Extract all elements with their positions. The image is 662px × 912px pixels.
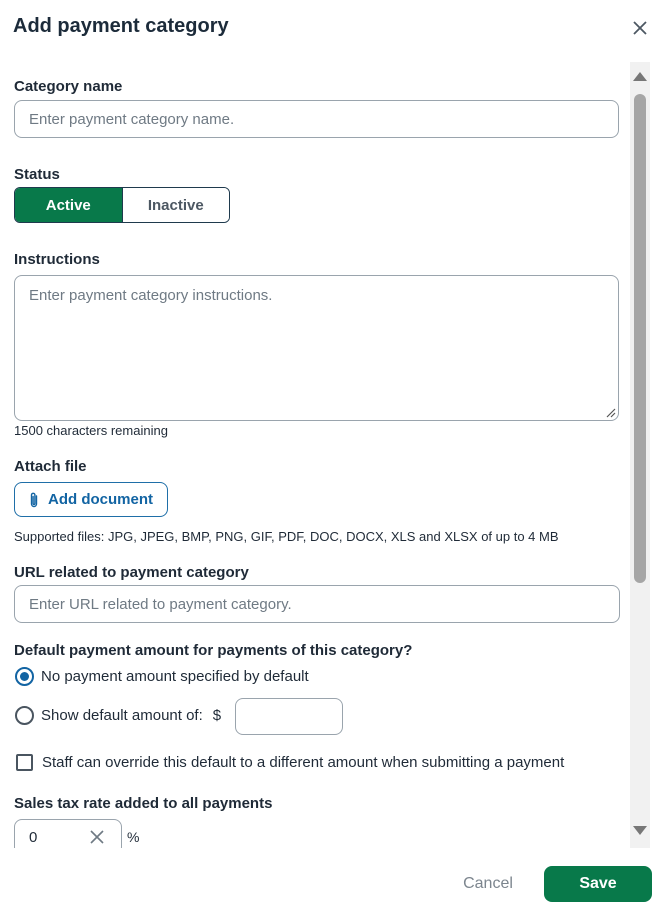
dialog-body[interactable] xyxy=(0,62,628,848)
scroll-up-arrow-icon[interactable] xyxy=(633,72,647,81)
status-active-button[interactable]: Active xyxy=(15,188,122,222)
scrollbar-thumb[interactable] xyxy=(634,94,646,583)
staff-override-option[interactable] xyxy=(16,754,564,771)
show-default-amount-label: Show default amount of: xyxy=(41,707,203,724)
show-default-amount-option[interactable] xyxy=(15,706,221,725)
default-amount-input[interactable] xyxy=(235,698,343,735)
status-toggle xyxy=(14,187,230,223)
dialog-title: Add payment category xyxy=(13,15,229,37)
supported-files-text: Supported files: JPG, JPEG, BMP, PNG, GIF, PDF, DOC, DOCX, XLS and XLSX of up to 4 MB xyxy=(14,529,559,544)
cancel-button[interactable]: Cancel xyxy=(463,875,513,892)
dialog-header xyxy=(0,0,662,56)
attach-file-label: Attach file xyxy=(14,458,87,475)
scrollbar[interactable] xyxy=(630,62,650,848)
add-document-label: Add document xyxy=(48,491,153,508)
add-document-button[interactable] xyxy=(14,482,168,517)
category-name-input[interactable] xyxy=(14,100,619,138)
no-default-amount-option[interactable] xyxy=(15,667,309,686)
instructions-label: Instructions xyxy=(14,251,100,268)
close-button[interactable] xyxy=(628,16,652,40)
status-inactive-button[interactable]: Inactive xyxy=(122,188,230,222)
no-default-amount-radio[interactable] xyxy=(15,667,34,686)
clear-icon[interactable] xyxy=(90,830,104,844)
default-amount-label: Default payment amount for payments of this category? xyxy=(14,642,413,659)
percent-sign: % xyxy=(127,829,140,845)
paperclip-icon xyxy=(28,491,40,509)
staff-override-label: Staff can override this default to a different amount when submitting a payment xyxy=(42,754,565,771)
category-name-label: Category name xyxy=(14,78,123,95)
no-default-amount-label: No payment amount specified by default xyxy=(41,668,309,685)
resize-handle-icon[interactable] xyxy=(604,406,616,418)
dialog-footer xyxy=(0,856,662,912)
status-label: Status xyxy=(14,166,60,183)
show-default-amount-radio[interactable] xyxy=(15,706,34,725)
currency-symbol: $ xyxy=(212,707,222,724)
sales-tax-label: Sales tax rate added to all payments xyxy=(14,795,273,812)
staff-override-checkbox[interactable] xyxy=(16,754,33,771)
close-icon xyxy=(628,16,652,40)
sales-tax-input[interactable] xyxy=(14,819,122,848)
url-label: URL related to payment category xyxy=(14,564,249,581)
scroll-down-arrow-icon[interactable] xyxy=(633,826,647,835)
sales-tax-value: 0 xyxy=(29,829,38,846)
save-button[interactable]: Save xyxy=(544,866,652,902)
url-input[interactable] xyxy=(14,585,620,623)
characters-remaining: 1500 characters remaining xyxy=(14,423,168,438)
instructions-textarea[interactable] xyxy=(14,275,619,421)
